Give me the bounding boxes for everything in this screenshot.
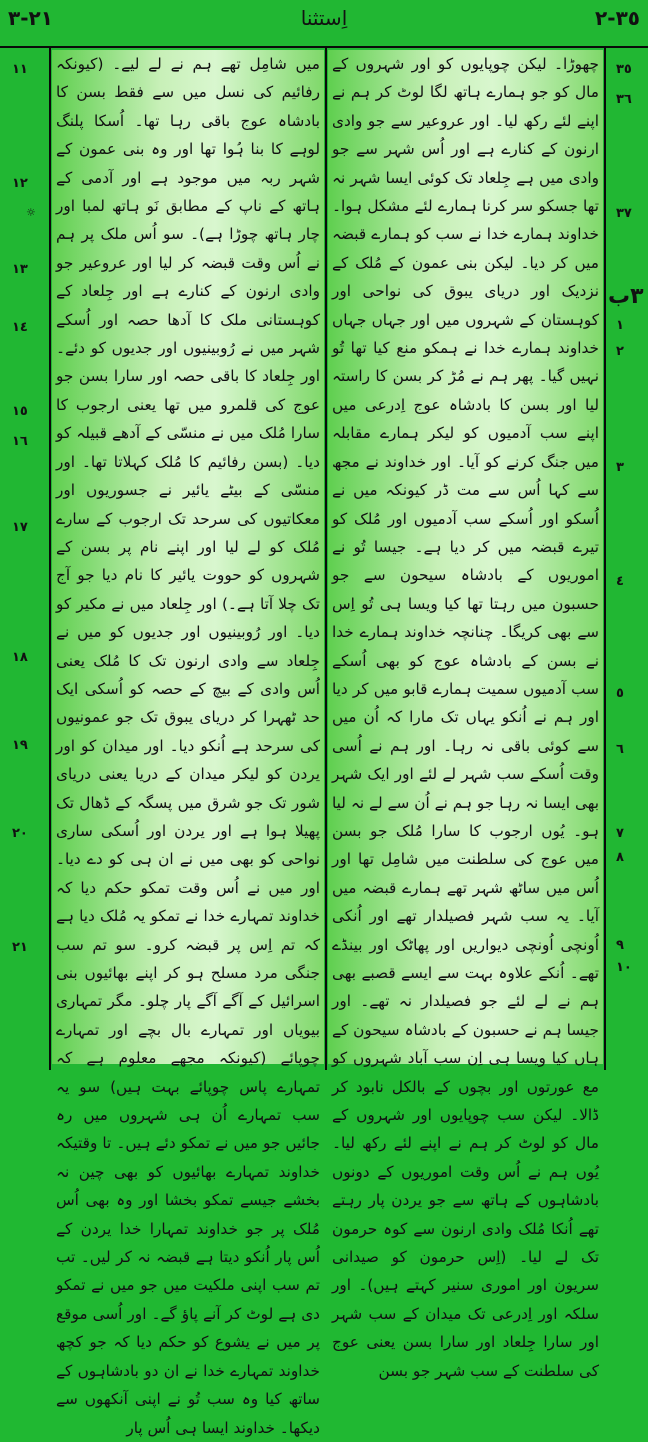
- verse-number: ١٥: [12, 404, 28, 419]
- verse-number: ١٨: [12, 650, 28, 665]
- verse-number: ٣٦: [616, 92, 632, 107]
- verse-number: ١٦: [12, 434, 28, 449]
- verse-number: ١٩: [12, 738, 28, 753]
- chapter-marker: ٣ب: [608, 284, 644, 309]
- verse-number: ٤: [616, 574, 624, 589]
- left-column-text: میں شامِل تھے ہم نے لے لیے۔ (کیونکہ رفائیم کی نسل میں سے فقط بسن کا بادشاہ عوج باقی رہا تھا۔ اُسکا پلنگ لوہے کا بنا ہُوا تھا اور وہ بنی عمون کے شہر ربہ میں موجود ہے اور آدمی کے ہاتھ کے ناپ کے مطابق نَو ہاتھ لمبا اور چار ہاتھ چوڑا ہے)۔ سو اُس ملک پر ہم نے اُس وقت قبضہ کر لیا اور عروعیر جو وادی ارنون کے کنارے ہے اور جِلعاد کے کوہستانی ملک کا آدھا حصہ اور اُسکے شہر میں نے رُوبینیوں اور جدیوں کو دئے۔ اور جِلعاد کا باقی حصہ اور سارا بسن جو عوج کی قلمرو میں تھا یعنی ارجوب کا سارا مُلک میں نے منسّی کے آدھے قبیلہ کو دیا۔ (بسن رفائیم کا مُلک کہلاتا تھا۔ اور منسّی کے بیٹے یائیر نے جسوریوں اور معکاتیوں کی سرحد تک ارجوب کے سارے مُلک کو لے لیا اور اپنے نام پر بسن کے شہروں کو حووت یائیر کا نام دیا جو آج تک چلا آتا ہے۔) اور جِلعاد میں نے مکیر کو دیا۔ اور رُوبینیوں اور جدیوں کو میں نے جِلعاد سے وادی ارنون تک کا مُلک یعنی اُس وادی کے بیچ کے حصہ کو اُسکی ایک حد ٹھہرا کر دریای یبوق تک جو عمونیوں کی سرحد ہے اُنکو دیا۔ اور میدان کو اور یردن کو لیکر میدان کے دریا یعنی دریای شور تک جو شرق میں پسگہ کے ڈھال تک پھیلا ہوا ہے اور یردن اور اُسکی ساری نواحی کو بھی میں نے ان ہی کو دے دیا۔ اور میں نے اُس وقت تمکو حکم دیا کہ خداوند تمہارے خدا نے تمکو یہ مُلک دیا ہے کہ تم اِس پر قبضہ کرو۔ سو تم سب جنگی مرد مسلح ہو کر اپنے بھائیوں بنی اسرائیل کے آگے آگے پار چلو۔ مگر تمہاری بیویاں اور تمہارے بال بچے اور تمہارے چوپائے (کیونکہ مجھے معلوم ہے کہ تمہارے پاس چوپائے بہت ہیں) سو یہ سب تمہارے اُن ہی شہروں میں رہ جائیں جو میں نے تمکو دئے ہیں۔ تا وقتیکہ خداوند تمہارے بھائیوں کو بھی چین نہ بخشے جیسے تمکو بخشا اور وہ بھی اُس مُلک پر جو خداوند تمہارا خدا یردن کے اُس پار اُنکو دیتا ہے قبضہ نہ کر لیں۔ تب تم سب اپنی ملکیت میں جو میں نے تمکو دی ہے لوٹ کر آنے پاؤ گے۔ اور اُسی موقع پر میں نے یشوع کو حکم دیا کہ جو کچھ خداوند تمہارے خدا نے ان دو بادشاہوں کے ساتھ کیا وہ سب تُو نے اپنی آنکھوں سے دیکھا۔ خداوند ایسا ہی اُس پار: [56, 55, 320, 1437]
- verse-number: ٣: [616, 460, 624, 475]
- verse-number: ١٧: [12, 520, 28, 535]
- verse-number: ١: [616, 318, 624, 333]
- verse-number: ٥: [616, 686, 624, 701]
- verse-number: ١٢: [12, 176, 28, 191]
- book-title: اِستثنا: [300, 6, 348, 30]
- left-text-column: [52, 50, 324, 1437]
- page-header: [0, 0, 648, 48]
- verse-number: ٨: [616, 850, 624, 865]
- verse-number: ٩: [616, 938, 624, 953]
- verse-number: ٢١: [12, 940, 28, 955]
- right-column-text: چھوڑا۔ لیکن چوپایوں کو اور شہروں کے مال کو جو ہمارے ہاتھ لگا لوٹ کر ہم نے اپنے لئے رکھ لیا۔ اور عروعیر سے جو وادی ارنون کے کنارے ہے اور اُس شہر سے جو وادی میں ہے جِلعاد تک کوئی ایسا شہر نہ تھا جسکو سر کرنا ہمارے لئے مشکل ہوا۔ خداوند ہمارے خدا نے سب کو ہمارے قبضہ میں کر دیا۔ لیکن بنی عمون کے مُلک کے نزدیک اور دریای یبوق کی نواحی اور کوہستان کے شہروں میں اور جہاں جہاں خداوند ہمارے خدا نے ہمکو منع کیا تھا تُو نہیں گیا۔ پھر ہم نے مُڑ کر بسن کا راستہ لیا اور بسن کا بادشاہ عوج اِدرعی میں اپنے سب آدمیوں کو لیکر ہمارے مقابلہ میں جنگ کرنے کو آیا۔ اور خداوند نے مجھ سے کہا اُس سے مت ڈر کیونکہ میں نے اُسکو اور اُسکے سب آدمیوں اور مُلک کو تیرے قبضہ میں کر دیا ہے۔ جیسا تُو نے اموریوں کے بادشاہ سیحون سے جو حسبون میں رہتا تھا کیا ویسا ہی تُو اِس سے بھی کریگا۔ چنانچہ خداوند ہمارے خدا نے بسن کے بادشاہ عوج کو بھی اُسکے سب آدمیوں سمیت ہمارے قابو میں کر دیا اور ہم نے اُنکو یہاں تک مارا کہ اُن میں سے کوئی باقی نہ رہا۔ اور ہم نے اُسی وقت اُسکے سب شہر لے لئے اور ایک شہر بھی ایسا نہ رہا جو ہم نے اُن سے لے نہ لیا ہو۔ یُوں ارجوب کا سارا مُلک جو بسن میں عوج کی سلطنت میں شامِل تھا اور اُس میں ساٹھ شہر تھے ہمارے قبضہ میں آیا۔ یہ سب شہر فصیلدار تھے اور اُنکی اُونچی اُونچی دیواریں اور پھاٹک اور بینڈے تھے۔ اُنکے علاوہ بہت سے ایسے قصبے بھی ہم نے لے لئے جو فصیلدار نہ تھے۔ اور جیسا ہم نے حسبون کے بادشاہ سیحون کے ہاں کیا ویسا ہی اِن سب آباد شہروں کو مع عورتوں اور بچوں کے بالکل نابود کر ڈالا۔ لیکن سب چوپایوں اور شہروں کے مال کو لوٹ کر ہم نے اپنے لئے رکھ لیا۔ یُوں ہم نے اُس وقت اموریوں کے دونوں بادشاہوں کے ہاتھ سے جو یردن پار رہتے تھے اُنکا مُلک وادی ارنون سے کوہ حرمون تک لے لیا۔ (اِس حرمون کو صیدانی سریون اور اموری سنیر کہتے ہیں)۔ اور سلکہ اور اِدرعی تک میدان کے سب شہر اور سارا جِلعاد اور سارا بسن یعنی عوج کی سلطنت کے سب شہر جو بسن: [332, 55, 599, 1380]
- verse-number: ٢: [616, 344, 624, 359]
- left-column-rule: [49, 46, 51, 1070]
- verse-number: ٧: [616, 826, 624, 841]
- verse-number: ٣٧: [616, 206, 632, 221]
- verse-number: ١٠: [616, 960, 632, 975]
- right-text-column: [328, 50, 603, 1380]
- header-left-reference: ٢١-٣: [8, 6, 53, 30]
- verse-number: ٦: [616, 742, 624, 757]
- right-column-rule: [604, 46, 606, 1070]
- verse-number: ١٤: [12, 320, 28, 335]
- header-right-reference: ٣٥-٢: [595, 6, 640, 30]
- verse-number: ٣٥: [616, 62, 632, 77]
- sun-icon: ☼: [26, 206, 36, 219]
- verse-number: ١١: [12, 62, 28, 77]
- center-column-rule: [325, 46, 327, 1070]
- verse-number: ٢٠: [12, 826, 28, 841]
- verse-number: ١٣: [12, 262, 28, 277]
